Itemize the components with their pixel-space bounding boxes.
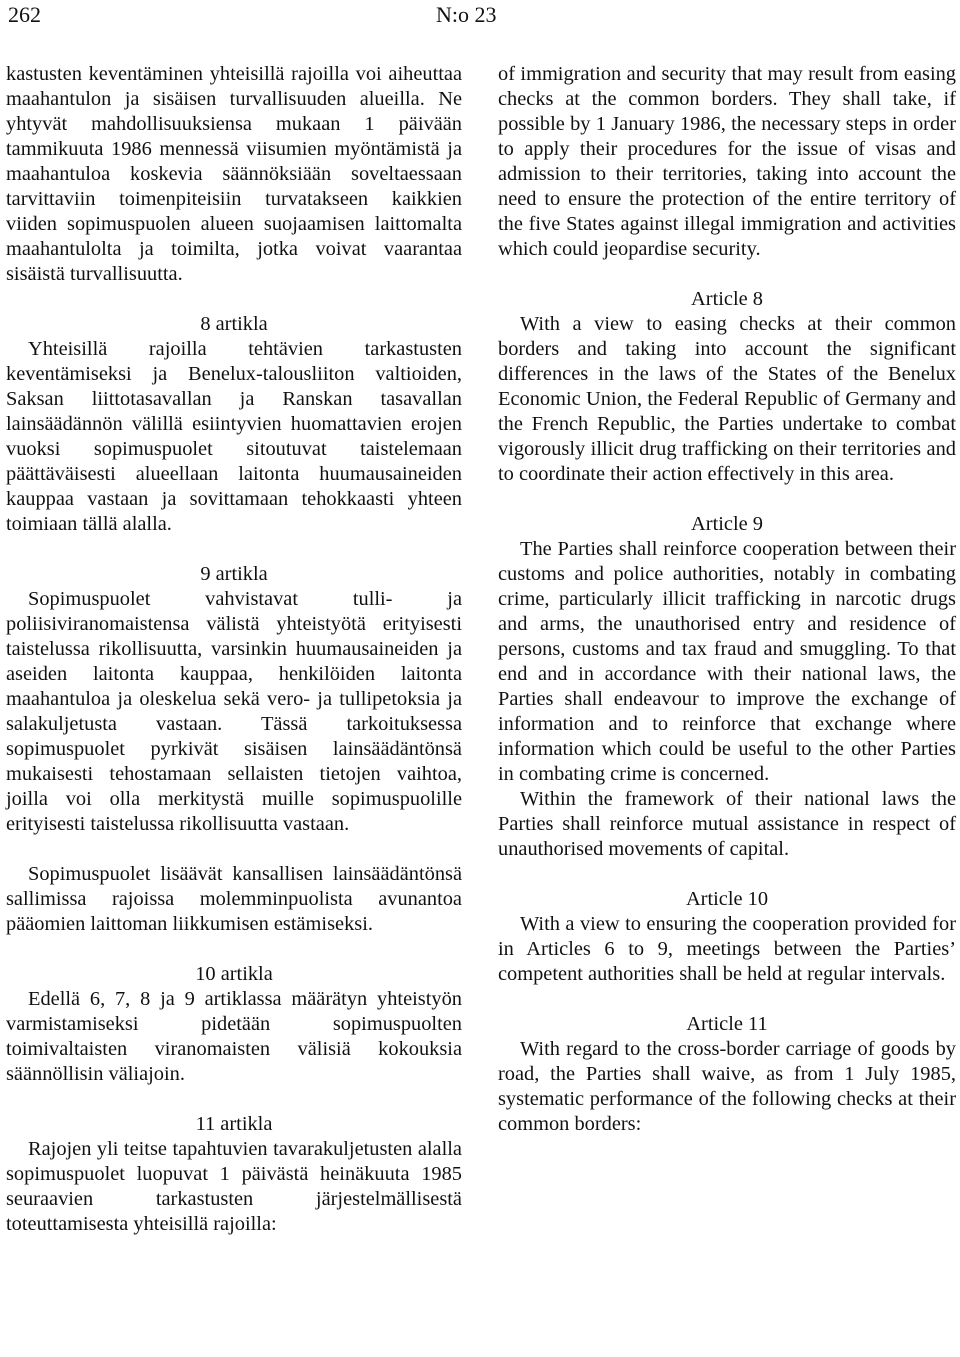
english-article-8-text: With a view to easing checks at their common borders and taking into account the significant differences in the laws of the States of the Benelux Economic Union, the Federal Republic of Germany and the French Republic, the Parties undertake to combat vigorously illicit drug trafficking on their territories and to coordinate their action effectively in this area. <box>498 313 956 485</box>
english-article-11-heading: Article 11 <box>686 1013 768 1035</box>
issue-number: N:o 23 <box>436 2 497 27</box>
english-column <box>498 62 956 1137</box>
finnish-article-10-text: Edellä 6, 7, 8 ja 9 artiklassa määrätyn yhteistyön varmistamiseksi pidetään sopimuspuolten toimivaltaisten viranomaisten välisiä kokouksia säännöllisin väliajoin. <box>6 988 462 1085</box>
english-intro-paragraph: of immigration and security that may result from easing checks at the common borders. They shall take, if possible by 1 January 1986, the necessary steps in order to apply their procedures for the issue of visas and admission to their territories, taking into account the need to ensure the protection of the entire territory of the five States against illegal immigration and activities which could jeopardise security. <box>498 63 956 260</box>
english-article-11-text: With regard to the cross-border carriage of goods by road, the Parties shall waive, as from 1 July 1985, systematic performance of the following checks at their common borders: <box>498 1038 956 1135</box>
page-header <box>0 0 960 36</box>
finnish-article-11-heading: 11 artikla <box>195 1113 273 1135</box>
finnish-article-8-text: Yhteisillä rajoilla tehtävien tarkastusten keventämiseksi ja Benelux-talousliiton valtioiden, Saksan liittotasavallan ja Ranskan tasavallan lainsäädännön välillä esiintyvien huomattavien erojen vuoksi sopimuspuolet sitoutuvat taistelemaan päättäväisesti alueellaan laitonta huumausaineiden kauppaa vastaan ja sovittamaan tehokkaasti yhteen toimiaan tällä alalla. <box>6 338 462 535</box>
finnish-article-10-heading: 10 artikla <box>195 963 273 985</box>
finnish-article-9-heading: 9 artikla <box>200 563 268 585</box>
finnish-article-9-text-2: Sopimuspuolet lisäävät kansallisen lainsäädäntönsä sallimissa rajoissa molemminpuolista avunantoa pääomien laittoman liikkumisen estämiseksi. <box>6 863 462 935</box>
english-article-9-heading: Article 9 <box>691 513 763 535</box>
english-article-9-text-1: The Parties shall reinforce cooperation between their customs and police authorities, notably in combating crime, particularly illicit trafficking in narcotic drugs and arms, the unauthorised entry and residence of persons, customs and tax fraud and smuggling. To that end and in accordance with their national laws, the Parties shall endeavour to improve the exchange of information and to reinforce that exchange where information which could be useful to the other Parties in combating crime is concerned. <box>498 538 956 785</box>
english-article-10-text: With a view to ensuring the cooperation provided for in Articles 6 to 9, meetings between the Parties’ competent authorities shall be held at regular intervals. <box>498 913 956 985</box>
finnish-intro-paragraph: kastusten keventäminen yhteisillä rajoilla voi aiheuttaa maahantulon ja sisäisen turvallisuuden alueilla. Ne yhtyvät mahdollisuuksiensa mukaan 1 päivään tammikuuta 1986 mennessä viisumien myöntämistä ja maahantuloa koskevia säännöksiään soveltaessaan tarvittaviin toimenpiteisiin turvatakseen kaikkien viiden sopimuspuolen alueen suojaamisen laittomalta maahantulolta ja toimilta, jotka voivat vaarantaa sisäistä turvallisuutta. <box>6 63 462 285</box>
page-number: 262 <box>8 2 41 27</box>
finnish-column <box>6 62 462 1237</box>
english-article-10-heading: Article 10 <box>685 888 769 910</box>
finnish-article-11-text: Rajojen yli teitse tapahtuvien tavarakuljetusten alalla sopimuspuolet luopuvat 1 päivästä heinäkuuta 1985 seuraavien tarkastusten järjestelmällisestä toteuttamisesta yhteisillä rajoilla: <box>6 1138 462 1235</box>
finnish-article-8-heading: 8 artikla <box>200 313 268 335</box>
finnish-article-9-text-1: Sopimuspuolet vahvistavat tulli- ja poliisiviranomaistensa välistä yhteistyötä erityisesti taistelussa rikollisuutta, varsinkin huumausaineiden ja aseiden laitonta kauppaa, henkilöiden laitonta maahantuloa ja oleskelua sekä vero- ja tullipetoksia ja salakuljetusta vastaan. Tässä tarkoituksessa sopimuspuolet pyrkivät sisäisen lainsäädäntönsä mukaisesti tehostamaan sellaisten tietojen vaihtoa, joilla voi olla merkitystä muille sopimuspuolille erityisesti taistelussa rikollisuutta vastaan. <box>6 588 462 835</box>
english-article-8-heading: Article 8 <box>691 288 763 310</box>
english-article-9-text-2: Within the framework of their national laws the Parties shall reinforce mutual assistance in respect of unauthorised movements of capital. <box>498 788 956 860</box>
